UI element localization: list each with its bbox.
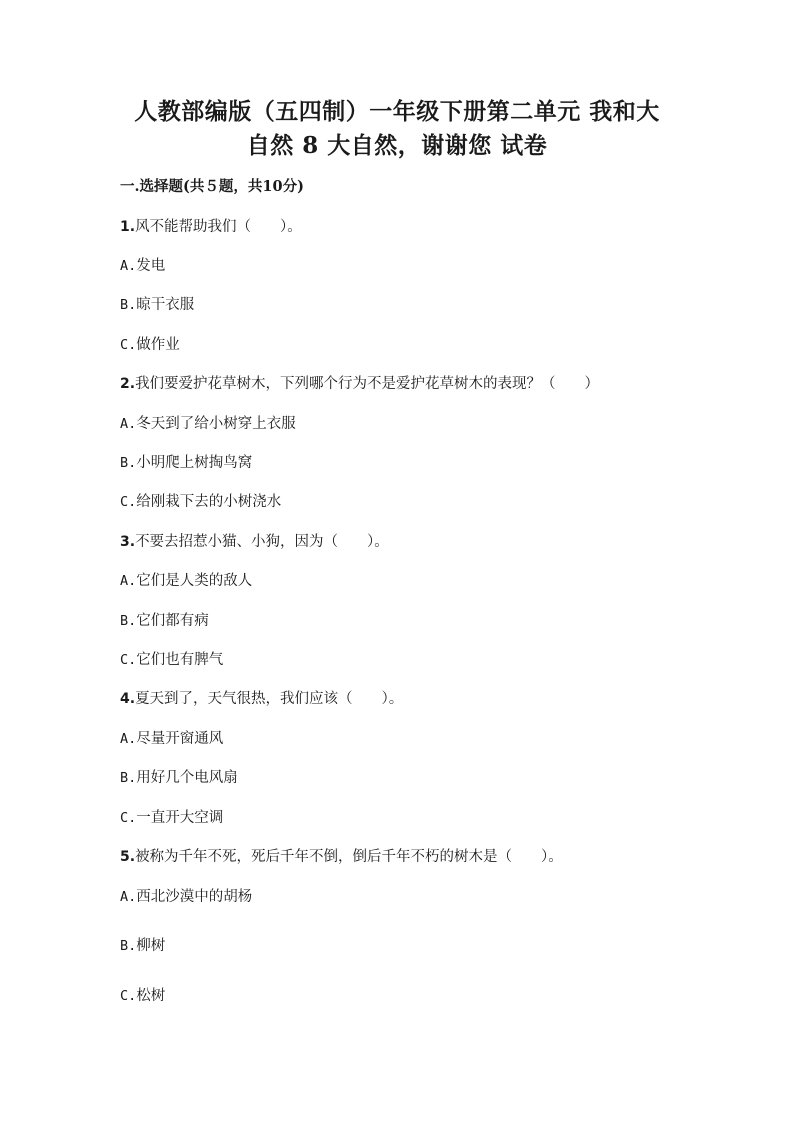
option-letter: A.	[120, 416, 137, 432]
option-letter: C.	[120, 810, 137, 826]
option-letter: B.	[120, 297, 137, 313]
option-text: 它们都有病	[136, 613, 209, 629]
option-text: 给刚栽下去的小树浇水	[136, 494, 282, 510]
question-number: 3.	[120, 534, 136, 550]
option-text: 晾干衣服	[136, 297, 195, 313]
question-2-option-a[interactable]	[120, 413, 296, 435]
option-letter: C.	[120, 494, 137, 510]
option-text: 松树	[136, 988, 166, 1004]
question-4-stem	[120, 688, 403, 710]
document-title-line-1: 人教部编版（五四制）一年级下册第二单元 我和大	[134, 98, 660, 125]
question-text: 夏天到了，天气很热，我们应该（ ）。	[135, 691, 404, 707]
question-4-option-c[interactable]	[120, 807, 223, 829]
section-heading: 一.选择题(共５题，共10分)	[120, 178, 304, 195]
question-5-option-a[interactable]	[120, 886, 252, 908]
option-text: 用好几个电风扇	[136, 770, 238, 786]
question-text: 被称为千年不死，死后千年不倒，倒后千年不朽的树木是（ ）。	[135, 849, 563, 865]
option-text: 冬天到了给小树穿上衣服	[136, 416, 296, 432]
question-3-stem	[120, 531, 389, 553]
question-4-option-b[interactable]	[120, 767, 238, 789]
option-letter: B.	[120, 455, 137, 471]
question-1-option-a[interactable]	[120, 255, 165, 277]
question-5-stem	[120, 846, 563, 868]
option-text: 小明爬上树掏鸟窝	[136, 455, 253, 471]
question-text: 不要去招惹小猫、小狗，因为（ ）。	[135, 534, 389, 550]
option-letter: A.	[120, 731, 137, 747]
question-number: 1.	[120, 219, 136, 235]
question-1-stem	[120, 216, 302, 238]
question-text: 我们要爱护花草树木，下列哪个行为不是爱护花草树木的表现？（ ）	[135, 376, 600, 392]
option-letter: B.	[120, 770, 137, 786]
option-letter: C.	[120, 652, 137, 668]
option-text: 柳树	[136, 938, 166, 954]
question-2-option-c[interactable]	[120, 491, 281, 513]
question-5-option-b[interactable]	[120, 935, 165, 957]
question-5-option-c[interactable]	[120, 985, 165, 1007]
question-3-option-b[interactable]	[120, 610, 209, 632]
question-number: 4.	[120, 691, 136, 707]
option-letter: A.	[120, 258, 137, 274]
question-1-option-b[interactable]	[120, 294, 194, 316]
option-text: 一直开大空调	[136, 810, 224, 826]
question-number: 5.	[120, 849, 136, 865]
option-letter: B.	[120, 938, 137, 954]
option-text: 西北沙漠中的胡杨	[136, 889, 253, 905]
option-text: 发电	[136, 258, 166, 274]
question-1-option-c[interactable]	[120, 334, 180, 356]
question-3-option-a[interactable]	[120, 570, 252, 592]
question-text: 风不能帮助我们（ ）。	[135, 219, 302, 235]
option-letter: A.	[120, 573, 137, 589]
option-letter: C.	[120, 337, 137, 353]
question-4-option-a[interactable]	[120, 728, 223, 750]
option-letter: A.	[120, 889, 137, 905]
option-text: 它们也有脾气	[136, 652, 224, 668]
option-letter: B.	[120, 613, 137, 629]
question-2-stem	[120, 373, 599, 395]
question-2-option-b[interactable]	[120, 452, 252, 474]
question-number: 2.	[120, 376, 136, 392]
option-text: 它们是人类的敌人	[136, 573, 253, 589]
question-3-option-c[interactable]	[120, 649, 223, 671]
option-letter: C.	[120, 988, 137, 1004]
document-title-line-2: 自然 8 大自然，谢谢您 试卷	[246, 132, 548, 159]
option-text: 做作业	[136, 337, 180, 353]
option-text: 尽量开窗通风	[136, 731, 224, 747]
